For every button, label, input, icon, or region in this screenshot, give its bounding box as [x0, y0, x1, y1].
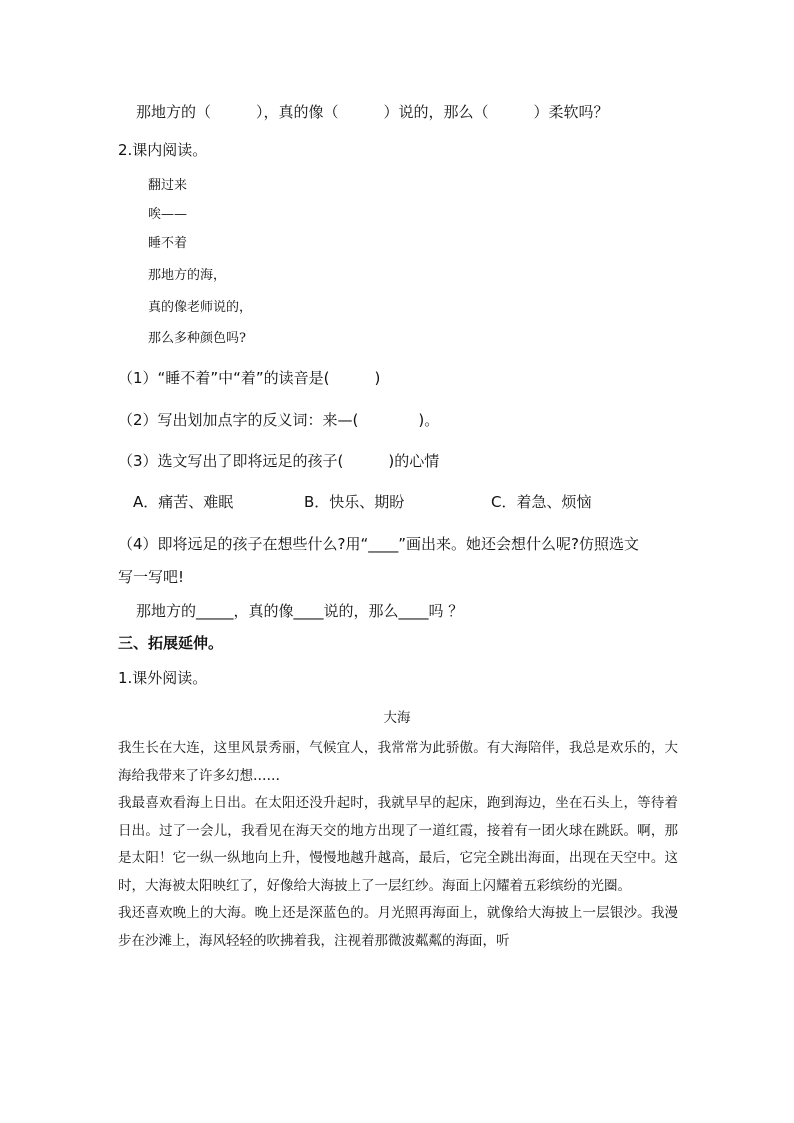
section-heading-class-reading: 2.课内阅读。 [118, 141, 208, 159]
poem-line: 翻过来 [148, 178, 188, 193]
poem-line: 唉—— [148, 207, 188, 222]
article-body [118, 735, 678, 955]
poem-line: 那地方的海， [148, 268, 227, 283]
choice-b: B．快乐、期盼 [304, 493, 405, 511]
article-title: 大海 [383, 710, 411, 726]
poem-line: 那么多种颜色吗? [148, 331, 246, 346]
poem-line: 睡不着 [148, 236, 188, 251]
choice-c: C．着急、烦恼 [491, 493, 592, 511]
article-paragraph: 我最喜欢看海上日出。在太阳还没升起时，我就早早的起床，跑到海边，坐在石头上，等待着日出。过了一会儿，我看见在海天交的地方出现了一道红霞，接着有一团火球在跳跃。啊，那是太阳！它一纵一纵地向上升，慢慢地越升越高，最后，它完全跳出海面，出现在天空中。这时，大海被太阳映红了，好像给大海披上了一层红纱。海面上闪耀着五彩缤纷的光圈。 [118, 795, 678, 894]
choice-a: A．痛苦、难眠 [133, 493, 234, 511]
article-paragraph: 我生长在大连，这里风景秀丽，气候宜人，我常常为此骄傲。有大海陪伴，我总是欢乐的，大海给我带来了许多幻想…… [118, 740, 678, 784]
question-4-continued: 写一写吧! [118, 568, 185, 586]
fill-in-sentence-1: 那地方的（ ），真的像（ ）说的，那么（ ）柔软吗？ [136, 103, 609, 121]
section-heading-extension: 三、拓展延伸。 [118, 634, 224, 652]
fill-in-sentence-2: 那地方的_____，真的像____说的，那么____吗 ？ [136, 602, 464, 620]
question-3: （3）选文写出了即将远足的孩子( )的心情 [118, 452, 440, 470]
question-4: （4）即将远足的孩子在想些什么?用“____”画出来。她还会想什么呢?仿照选文 [118, 535, 640, 553]
article-paragraph: 我还喜欢晚上的大海。晚上还是深蓝色的。月光照再海面上，就像给大海披上一层银沙。我漫步在沙滩上，海风轻轻的吹拂着我，注视着那微波粼粼的海面，听 [118, 905, 678, 949]
poem-line: 真的像老师说的， [148, 300, 253, 315]
question-2: （2）写出划加点字的反义词：来—( )。 [118, 411, 440, 429]
question-1: （1）“睡不着”中“着”的读音是( ) [118, 369, 381, 387]
section-heading-outside-reading: 1.课外阅读。 [118, 669, 208, 687]
